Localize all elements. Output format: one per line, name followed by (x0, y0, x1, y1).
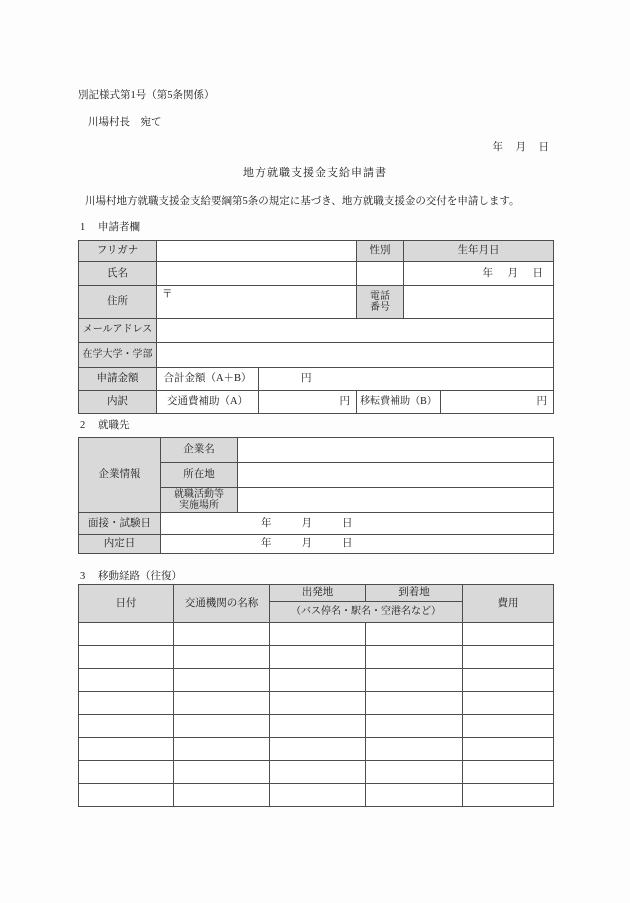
route-cost-cell (463, 738, 554, 761)
gender-input-cell (357, 262, 404, 286)
route-date-cell (79, 738, 174, 761)
route-arrival-cell (366, 784, 463, 807)
offer-date-input-cell: 年 月 日 (161, 535, 554, 554)
email-input-cell (157, 319, 554, 343)
total-label: 合計金額（A＋B） (157, 368, 259, 391)
section-2-number: 2 (80, 420, 86, 431)
route-col-transport: 交通機関の名称 (174, 585, 270, 623)
route-row (79, 623, 554, 646)
route-row (79, 692, 554, 715)
document-title: 地方就職支援金支給申請書 (243, 167, 387, 179)
route-transport-cell (174, 761, 270, 784)
university-label: 在学大学・学部 (79, 343, 157, 368)
route-col-arrival: 到着地 (366, 585, 463, 602)
location-input-cell (238, 463, 554, 488)
name-input-cell (157, 262, 357, 286)
activity-place-input-cell (238, 488, 554, 513)
route-arrival-cell (366, 715, 463, 738)
route-departure-cell (270, 623, 366, 646)
route-departure-cell (270, 761, 366, 784)
email-label: メールアドレス (79, 319, 157, 343)
route-date-cell (79, 646, 174, 669)
route-col-departure: 出発地 (270, 585, 366, 602)
phone-input-cell (404, 286, 554, 319)
route-date-cell (79, 692, 174, 715)
route-departure-cell (270, 669, 366, 692)
route-row (79, 715, 554, 738)
section-1-label: 申請者欄 (98, 222, 140, 233)
route-arrival-cell (366, 669, 463, 692)
furigana-label: フリガナ (79, 241, 157, 262)
postal-mark: 〒 (162, 289, 173, 300)
total-amount-cell: 円 (259, 368, 554, 391)
phone-label (357, 286, 404, 319)
activity-place-line1: 就職活動等 (174, 489, 224, 500)
route-cost-cell (463, 784, 554, 807)
section-3-heading (80, 570, 182, 583)
route-arrival-cell (366, 692, 463, 715)
route-transport-cell (174, 692, 270, 715)
transport-subsidy-label: 交通費補助（A） (157, 391, 259, 414)
applicant-table (78, 240, 554, 414)
section-1-heading (80, 221, 140, 234)
route-table (78, 584, 554, 807)
section-1-number: 1 (80, 222, 86, 233)
university-input-cell (157, 343, 554, 368)
route-date-cell (79, 784, 174, 807)
route-row (79, 738, 554, 761)
route-row (79, 646, 554, 669)
route-col-cost: 費用 (463, 585, 554, 623)
route-transport-cell (174, 715, 270, 738)
route-departure-cell (270, 738, 366, 761)
route-departure-cell (270, 784, 366, 807)
route-cost-cell (463, 623, 554, 646)
employment-table (78, 437, 554, 554)
company-info-label: 企業情報 (79, 438, 161, 513)
amount-label: 申請金額 (79, 368, 157, 391)
birthdate-label: 生年月日 (404, 241, 554, 262)
route-col-date: 日付 (79, 585, 174, 623)
address-input-cell (157, 286, 357, 319)
date-line: 年 月 日 (492, 142, 550, 153)
activity-place-label (161, 488, 238, 513)
route-col-note: （バス停名・駅名・空港名など） (270, 602, 463, 623)
route-departure-cell (270, 715, 366, 738)
route-transport-cell (174, 738, 270, 761)
addressee-line: 川場村長 宛て (88, 117, 162, 128)
route-transport-cell (174, 784, 270, 807)
route-cost-cell (463, 646, 554, 669)
route-date-cell (79, 669, 174, 692)
route-date-cell (79, 715, 174, 738)
route-cost-cell (463, 761, 554, 784)
route-cost-cell (463, 715, 554, 738)
route-row (79, 761, 554, 784)
intro-paragraph: 川場村地方就職支援金支給要綱第5条の規定に基づき、地方就職支援金の交付を申請します。 (85, 196, 520, 207)
breakdown-label: 内訳 (79, 391, 157, 414)
relocation-subsidy-label: 移転費補助（B） (357, 391, 441, 414)
route-date-cell (79, 623, 174, 646)
gender-label: 性別 (357, 241, 404, 262)
company-name-input-cell (238, 438, 554, 463)
name-label: 氏名 (79, 262, 157, 286)
offer-date-label: 内定日 (79, 535, 161, 554)
location-label: 所在地 (161, 463, 238, 488)
address-label: 住所 (79, 286, 157, 319)
route-row (79, 669, 554, 692)
form-number: 別記様式第1号（第5条関係） (78, 90, 215, 101)
activity-place-line2: 実施場所 (179, 500, 219, 511)
birthdate-input-cell: 年 月 日 (404, 262, 554, 286)
route-row (79, 784, 554, 807)
route-date-cell (79, 761, 174, 784)
route-departure-cell (270, 692, 366, 715)
route-arrival-cell (366, 761, 463, 784)
company-name-label: 企業名 (161, 438, 238, 463)
furigana-input-cell (157, 241, 357, 262)
interview-date-input-cell: 年 月 日 (161, 513, 554, 535)
route-transport-cell (174, 646, 270, 669)
route-transport-cell (174, 623, 270, 646)
route-transport-cell (174, 669, 270, 692)
relocation-amount-cell: 円 (441, 391, 554, 414)
route-departure-cell (270, 646, 366, 669)
section-3-label: 移動経路（往復） (98, 571, 182, 582)
route-cost-cell (463, 669, 554, 692)
phone-label-line2: 番号 (370, 302, 390, 313)
section-3-number: 3 (80, 571, 86, 582)
interview-date-label: 面接・試験日 (79, 513, 161, 535)
route-arrival-cell (366, 623, 463, 646)
phone-label-line1: 電話 (370, 291, 390, 302)
route-arrival-cell (366, 646, 463, 669)
section-2-heading (80, 419, 130, 432)
route-arrival-cell (366, 738, 463, 761)
route-cost-cell (463, 692, 554, 715)
section-2-label: 就職先 (98, 420, 130, 431)
transport-amount-cell: 円 (259, 391, 357, 414)
